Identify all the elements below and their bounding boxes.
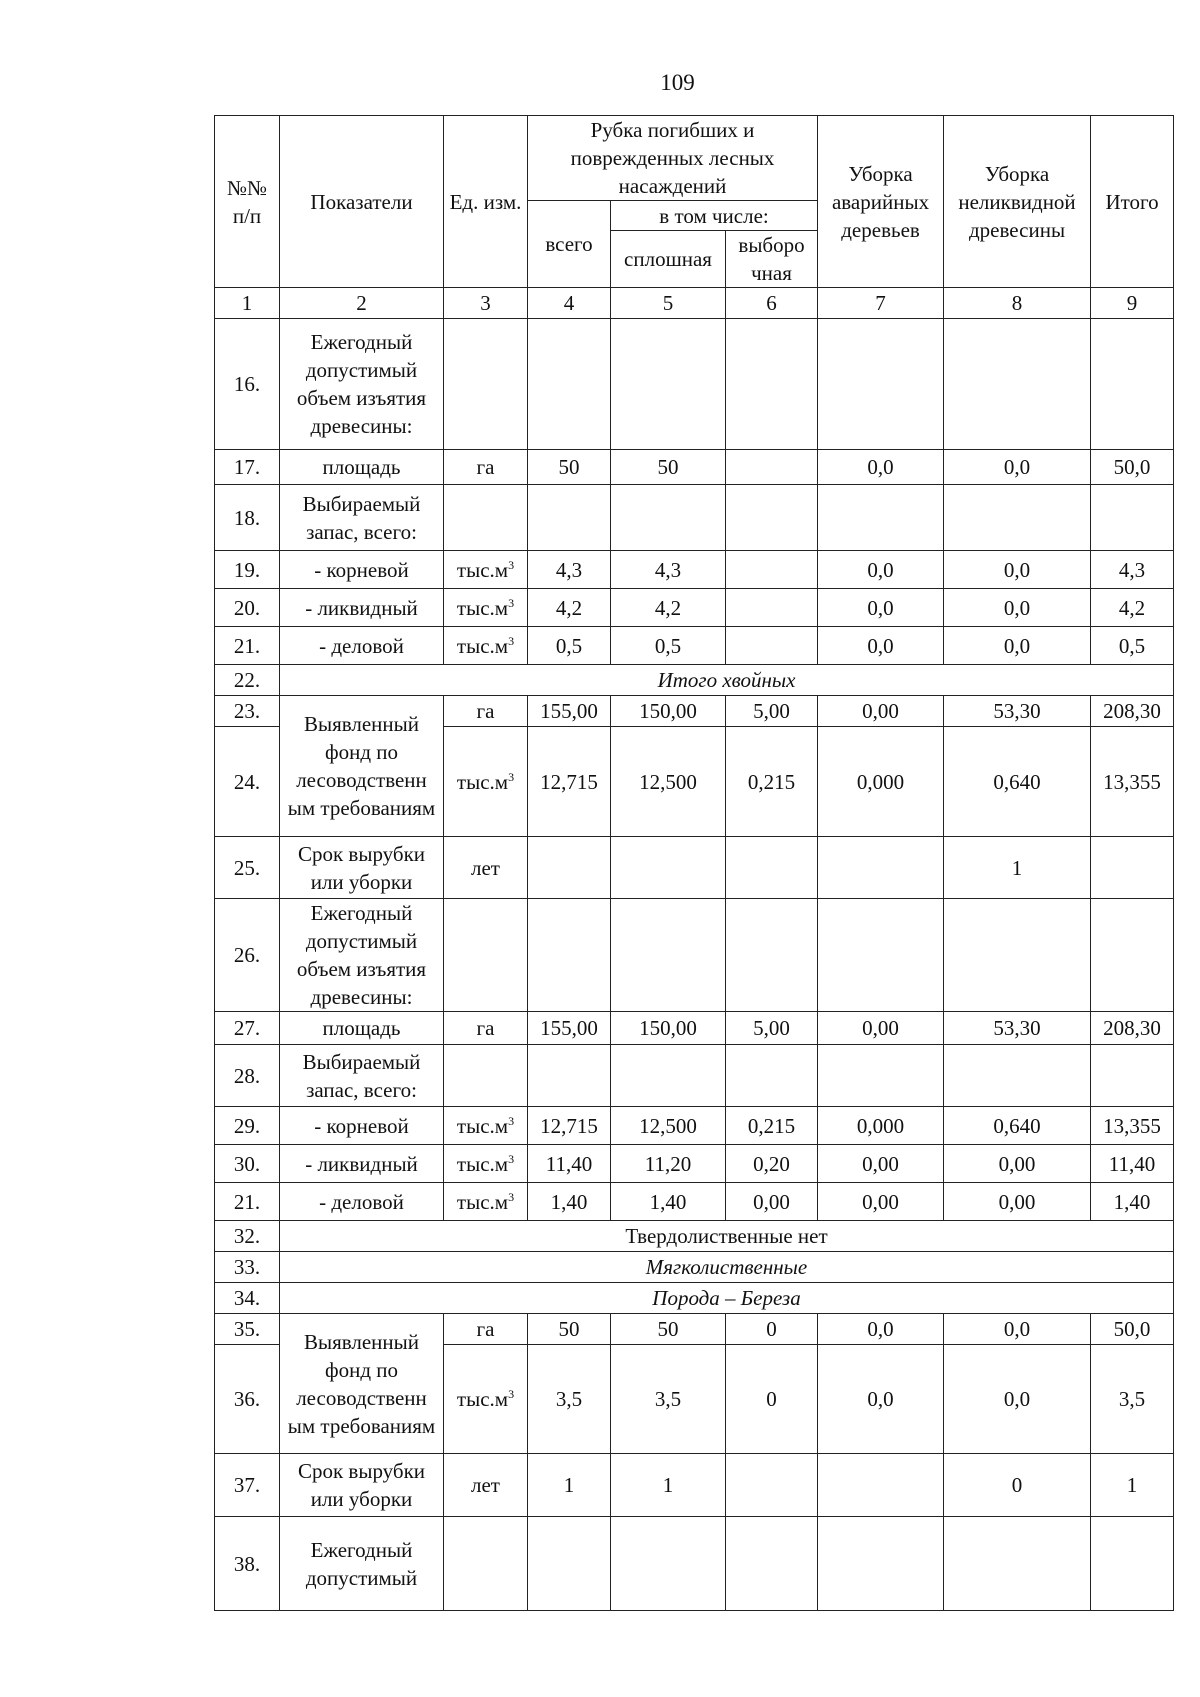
value-cell (611, 1517, 726, 1611)
row-number: 29. (215, 1107, 280, 1145)
unit-text: тыс.м (456, 595, 509, 620)
value-cell (726, 1045, 818, 1107)
row-label: Срок вырубки или уборки (280, 837, 444, 899)
unit-text: лет (471, 1473, 500, 1497)
unit-text: га (476, 455, 495, 479)
value-cell: 50 (528, 1314, 611, 1345)
unit-superscript: 3 (508, 1189, 515, 1204)
value-cell (726, 627, 818, 665)
row-label: - ликвидный (280, 1145, 444, 1183)
value-cell: 0,640 (944, 727, 1091, 837)
value-cell: 0,0 (818, 627, 944, 665)
table-row (215, 450, 1174, 485)
table-row (215, 1045, 1174, 1107)
value-cell: 0,00 (818, 1145, 944, 1183)
value-cell (726, 589, 818, 627)
column-number-row (215, 288, 1174, 319)
value-cell: 0,640 (944, 1107, 1091, 1145)
row-unit (444, 485, 528, 551)
value-cell (726, 1517, 818, 1611)
unit-superscript: 3 (508, 1113, 515, 1128)
value-cell: 53,30 (944, 696, 1091, 727)
column-number: 1 (215, 288, 280, 319)
value-cell (726, 899, 818, 1012)
value-cell: 50 (528, 450, 611, 485)
value-cell (818, 837, 944, 899)
header-unit: Ед. изм. (444, 116, 528, 288)
unit-text: лет (471, 855, 500, 880)
row-number: 22. (215, 665, 280, 696)
header-total-all: всего (528, 201, 611, 288)
row-label: Выбираемый запас, всего: (280, 485, 444, 551)
table-row (215, 1145, 1174, 1183)
header-indicator: Показатели (280, 116, 444, 288)
row-number: 16. (215, 319, 280, 450)
row-unit (444, 589, 528, 627)
row-number: 18. (215, 485, 280, 551)
unit-text: тыс.м (456, 1113, 509, 1138)
table-row (215, 899, 1174, 1012)
value-cell: 0,0 (944, 551, 1091, 589)
value-cell: 0,0 (944, 1345, 1091, 1454)
row-number: 27. (215, 1012, 280, 1045)
row-label: - ликвидный (280, 589, 444, 627)
unit-superscript: 3 (508, 595, 515, 610)
value-cell: 4,2 (528, 589, 611, 627)
row-number: 33. (215, 1252, 280, 1283)
table-row (215, 1454, 1174, 1517)
row-unit (444, 899, 528, 1012)
table-row (215, 627, 1174, 665)
row-number: 35. (215, 1314, 280, 1345)
row-unit (444, 551, 528, 589)
value-cell (818, 485, 944, 551)
value-cell (818, 1517, 944, 1611)
header-num: №№ п/п (215, 116, 280, 288)
value-cell (818, 1045, 944, 1107)
table-row (215, 665, 1174, 696)
value-cell (944, 319, 1091, 450)
value-cell: 0,00 (818, 696, 944, 727)
row-unit (444, 627, 528, 665)
unit-text: тыс.м (456, 1189, 509, 1214)
value-cell: 0,0 (818, 551, 944, 589)
row-unit (444, 1314, 528, 1345)
column-number: 7 (818, 288, 944, 319)
unit-text: га (476, 699, 495, 723)
value-cell: 12,715 (528, 727, 611, 837)
value-cell: 0,000 (818, 727, 944, 837)
value-cell (1091, 319, 1174, 450)
row-number: 34. (215, 1283, 280, 1314)
value-cell: 13,355 (1091, 1107, 1174, 1145)
table-row (215, 696, 1174, 727)
row-number: 19. (215, 551, 280, 589)
value-cell: 0,0 (818, 1345, 944, 1454)
value-cell: 0,0 (818, 450, 944, 485)
row-unit (444, 727, 528, 837)
row-unit (444, 1517, 528, 1611)
value-cell: 11,20 (611, 1145, 726, 1183)
unit-text: тыс.м (456, 557, 509, 582)
value-cell (528, 1045, 611, 1107)
header-selective: выборо чная (726, 231, 818, 288)
header-clear: сплошная (611, 231, 726, 288)
value-cell (528, 837, 611, 899)
value-cell (818, 899, 944, 1012)
row-number: 26. (215, 899, 280, 1012)
row-number: 24. (215, 727, 280, 837)
value-cell: 0,0 (944, 589, 1091, 627)
page-number: 109 (660, 70, 695, 95)
value-cell (528, 899, 611, 1012)
header-total: Итого (1091, 116, 1174, 288)
value-cell: 50 (611, 1314, 726, 1345)
value-cell (726, 1454, 818, 1517)
value-cell: 0,5 (528, 627, 611, 665)
value-cell: 0,000 (818, 1107, 944, 1145)
value-cell: 50,0 (1091, 450, 1174, 485)
section-title: Итого хвойных (280, 665, 1174, 696)
column-number: 5 (611, 288, 726, 319)
table-row (215, 551, 1174, 589)
unit-text: тыс.м (456, 633, 509, 658)
row-label: Ежегодный допустимый объем изъятия древесины: (280, 319, 444, 450)
value-cell: 1,40 (611, 1183, 726, 1221)
row-number: 38. (215, 1517, 280, 1611)
value-cell (1091, 485, 1174, 551)
row-number: 32. (215, 1221, 280, 1252)
value-cell: 0,0 (944, 627, 1091, 665)
table-row (215, 1183, 1174, 1221)
value-cell (1091, 899, 1174, 1012)
value-cell: 13,355 (1091, 727, 1174, 837)
value-cell (726, 450, 818, 485)
row-number: 28. (215, 1045, 280, 1107)
value-cell: 1 (944, 837, 1091, 899)
value-cell: 155,00 (528, 1012, 611, 1045)
value-cell (726, 485, 818, 551)
row-number: 17. (215, 450, 280, 485)
row-label: Ежегодный допустимый объем изъятия древесины: (280, 899, 444, 1012)
value-cell (944, 1517, 1091, 1611)
value-cell (944, 899, 1091, 1012)
table-row (215, 485, 1174, 551)
unit-text: га (476, 1016, 495, 1040)
value-cell: 0,5 (611, 627, 726, 665)
table-row (215, 1107, 1174, 1145)
row-number: 30. (215, 1145, 280, 1183)
value-cell: 0,215 (726, 1107, 818, 1145)
row-number: 37. (215, 1454, 280, 1517)
row-label: - корневой (280, 1107, 444, 1145)
value-cell (1091, 1517, 1174, 1611)
value-cell: 4,3 (528, 551, 611, 589)
value-cell: 1 (611, 1454, 726, 1517)
value-cell (611, 485, 726, 551)
value-cell: 0 (726, 1314, 818, 1345)
value-cell: 150,00 (611, 696, 726, 727)
value-cell: 53,30 (944, 1012, 1091, 1045)
value-cell (611, 1045, 726, 1107)
unit-superscript: 3 (508, 557, 515, 572)
value-cell (818, 319, 944, 450)
row-unit (444, 1012, 528, 1045)
table-row (215, 319, 1174, 450)
row-number: 20. (215, 589, 280, 627)
row-label: - деловой (280, 1183, 444, 1221)
value-cell (528, 485, 611, 551)
unit-superscript: 3 (508, 633, 515, 648)
table-row (215, 1314, 1174, 1345)
row-number: 21. (215, 627, 280, 665)
value-cell: 208,30 (1091, 696, 1174, 727)
value-cell: 0 (944, 1454, 1091, 1517)
unit-text: тыс.м (456, 1387, 509, 1411)
unit-superscript: 3 (508, 769, 515, 784)
row-label: Выбираемый запас, всего: (280, 1045, 444, 1107)
value-cell: 3,5 (611, 1345, 726, 1454)
unit-text: тыс.м (456, 1151, 509, 1176)
value-cell (726, 319, 818, 450)
section-title: Мягколиственные (280, 1252, 1174, 1283)
value-cell (611, 837, 726, 899)
value-cell: 1 (528, 1454, 611, 1517)
value-cell: 12,500 (611, 727, 726, 837)
value-cell: 3,5 (1091, 1345, 1174, 1454)
column-number: 6 (726, 288, 818, 319)
value-cell: 0,5 (1091, 627, 1174, 665)
value-cell: 50 (611, 450, 726, 485)
value-cell: 1,40 (1091, 1183, 1174, 1221)
column-number: 4 (528, 288, 611, 319)
value-cell: 0,00 (944, 1145, 1091, 1183)
section-title: Порода – Береза (280, 1283, 1174, 1314)
value-cell: 4,3 (1091, 551, 1174, 589)
column-number: 2 (280, 288, 444, 319)
value-cell (726, 551, 818, 589)
row-unit (444, 1045, 528, 1107)
table-row (215, 1252, 1174, 1283)
table-row (215, 1517, 1174, 1611)
table-row (215, 589, 1174, 627)
value-cell (1091, 1045, 1174, 1107)
unit-text: га (476, 1317, 495, 1341)
value-cell (1091, 837, 1174, 899)
value-cell: 0,00 (726, 1183, 818, 1221)
table-body (215, 319, 1174, 1611)
row-unit (444, 1345, 528, 1454)
row-number: 25. (215, 837, 280, 899)
row-unit (444, 1145, 528, 1183)
table-header (215, 116, 1174, 319)
row-label: - деловой (280, 627, 444, 665)
data-table (214, 115, 1174, 1611)
value-cell: 1,40 (528, 1183, 611, 1221)
row-label: площадь (280, 450, 444, 485)
value-cell: 4,2 (1091, 589, 1174, 627)
value-cell: 1 (1091, 1454, 1174, 1517)
table-row (215, 1283, 1174, 1314)
row-unit (444, 696, 528, 727)
column-number: 9 (1091, 288, 1174, 319)
value-cell: 4,2 (611, 589, 726, 627)
value-cell (944, 1045, 1091, 1107)
value-cell: 155,00 (528, 696, 611, 727)
table-row (215, 1221, 1174, 1252)
value-cell: 11,40 (1091, 1145, 1174, 1183)
value-cell: 50,0 (1091, 1314, 1174, 1345)
value-cell: 12,500 (611, 1107, 726, 1145)
value-cell: 3,5 (528, 1345, 611, 1454)
value-cell: 0,00 (818, 1183, 944, 1221)
value-cell: 0,00 (818, 1012, 944, 1045)
value-cell (528, 319, 611, 450)
value-cell: 0 (726, 1345, 818, 1454)
value-cell (944, 485, 1091, 551)
value-cell: 5,00 (726, 696, 818, 727)
header-including: в том числе: (611, 201, 818, 231)
value-cell: 12,715 (528, 1107, 611, 1145)
column-number: 8 (944, 288, 1091, 319)
row-unit (444, 1107, 528, 1145)
row-unit (444, 1454, 528, 1517)
header-emergency: Уборка аварийных деревьев (818, 116, 944, 288)
unit-superscript: 3 (508, 1387, 515, 1401)
row-label: Выявленный фонд по лесоводственн ым требованиям (280, 1314, 444, 1454)
unit-text: тыс.м (456, 769, 509, 794)
table-row (215, 1012, 1174, 1045)
column-number: 3 (444, 288, 528, 319)
value-cell (611, 899, 726, 1012)
value-cell: 0,00 (944, 1183, 1091, 1221)
row-label: Ежегодный допустимый (280, 1517, 444, 1611)
value-cell (818, 1454, 944, 1517)
value-cell (611, 319, 726, 450)
row-number: 21. (215, 1183, 280, 1221)
row-number: 23. (215, 696, 280, 727)
table-row (215, 837, 1174, 899)
value-cell: 5,00 (726, 1012, 818, 1045)
value-cell: 150,00 (611, 1012, 726, 1045)
section-title: Твердолиственные нет (280, 1221, 1174, 1252)
value-cell (528, 1517, 611, 1611)
value-cell: 0,20 (726, 1145, 818, 1183)
row-unit (444, 1183, 528, 1221)
row-number: 36. (215, 1345, 280, 1454)
header-group: Рубка погибших и поврежденных лесных насаждений (528, 116, 818, 201)
value-cell: 208,30 (1091, 1012, 1174, 1045)
header-nonliquid: Уборка неликвидной древесины (944, 116, 1091, 288)
value-cell: 11,40 (528, 1145, 611, 1183)
row-label: Срок вырубки или уборки (280, 1454, 444, 1517)
value-cell: 0,0 (818, 1314, 944, 1345)
row-unit (444, 837, 528, 899)
value-cell (726, 837, 818, 899)
row-label: Выявленный фонд по лесоводственн ым требованиям (280, 696, 444, 837)
value-cell: 0,0 (944, 450, 1091, 485)
unit-superscript: 3 (508, 1151, 515, 1166)
row-label: - корневой (280, 551, 444, 589)
value-cell: 0,0 (818, 589, 944, 627)
row-unit (444, 319, 528, 450)
value-cell: 4,3 (611, 551, 726, 589)
value-cell: 0,215 (726, 727, 818, 837)
row-unit (444, 450, 528, 485)
value-cell: 0,0 (944, 1314, 1091, 1345)
row-label: площадь (280, 1012, 444, 1045)
